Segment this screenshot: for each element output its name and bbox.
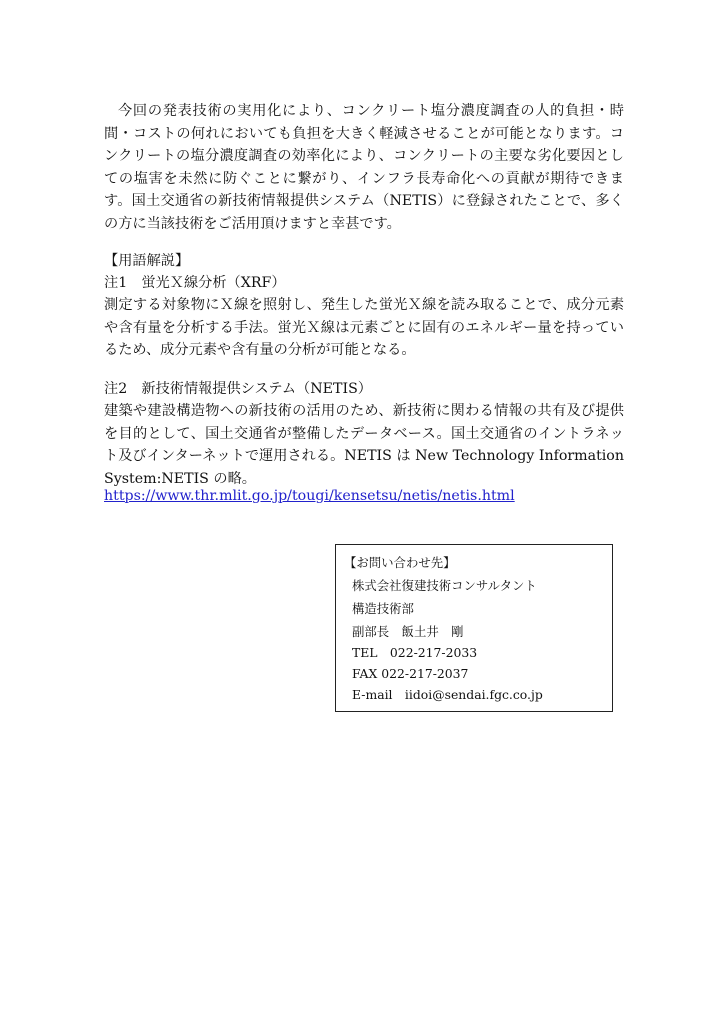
- contact-email: E-mail iidoi@sendai.fgc.co.jp: [352, 687, 543, 702]
- netis-link[interactable]: https://www.thr.mlit.go.jp/tougi/kensetsu/netis/netis.html: [104, 488, 515, 504]
- note2-body: 建築や建設構造物への新技術の活用のため、新技術に関わる情報の共有及び提供を目的として、国土交通省が整備したデータベース。国土交通省のイントラネット及びインターネットで運用される。NETIS は New Technology Information System:NETIS の略。: [104, 403, 624, 487]
- intro-paragraph: 今回の発表技術の実用化により、コンクリート塩分濃度調査の人的負担・時間・コストの何れにおいても負担を大きく軽減させることが可能となります。コンクリートの塩分濃度調査の効率化により、コンクリートの主要な劣化要因としての塩害を未然に防ぐことに繋がり、インフラ長寿命化への貢献が期待できます。国土交通省の新技術情報提供システム（NETIS）に登録されたことで、多くの方に当該技術をご活用頂けますと幸甚です。: [104, 103, 624, 232]
- note1-body: 測定する対象物にＸ線を照射し、発生した蛍光Ｘ線を読み取ることで、成分元素や含有量を分析する手法。蛍光Ｘ線は元素ごとに固有のエネルギー量を持っているため、成分元素や含有量の分析が可能となる。: [104, 297, 625, 359]
- contact-box: [335, 544, 613, 712]
- glossary-heading: 【用語解説】: [104, 253, 190, 269]
- contact-heading: 【お問い合わせ先】: [344, 555, 456, 570]
- note2-title: 注2 新技術情報提供システム（NETIS）: [104, 381, 372, 397]
- contact-tel: TEL 022-217-2033: [352, 645, 478, 660]
- contact-department: 構造技術部: [352, 601, 414, 616]
- note1-title: 注1 蛍光Ｘ線分析（XRF）: [104, 275, 286, 291]
- contact-fax: FAX 022-217-2037: [352, 666, 469, 681]
- contact-company: 株式会社復建技術コンサルタント: [352, 578, 537, 593]
- contact-person: 副部長 飯土井 剛: [352, 624, 464, 639]
